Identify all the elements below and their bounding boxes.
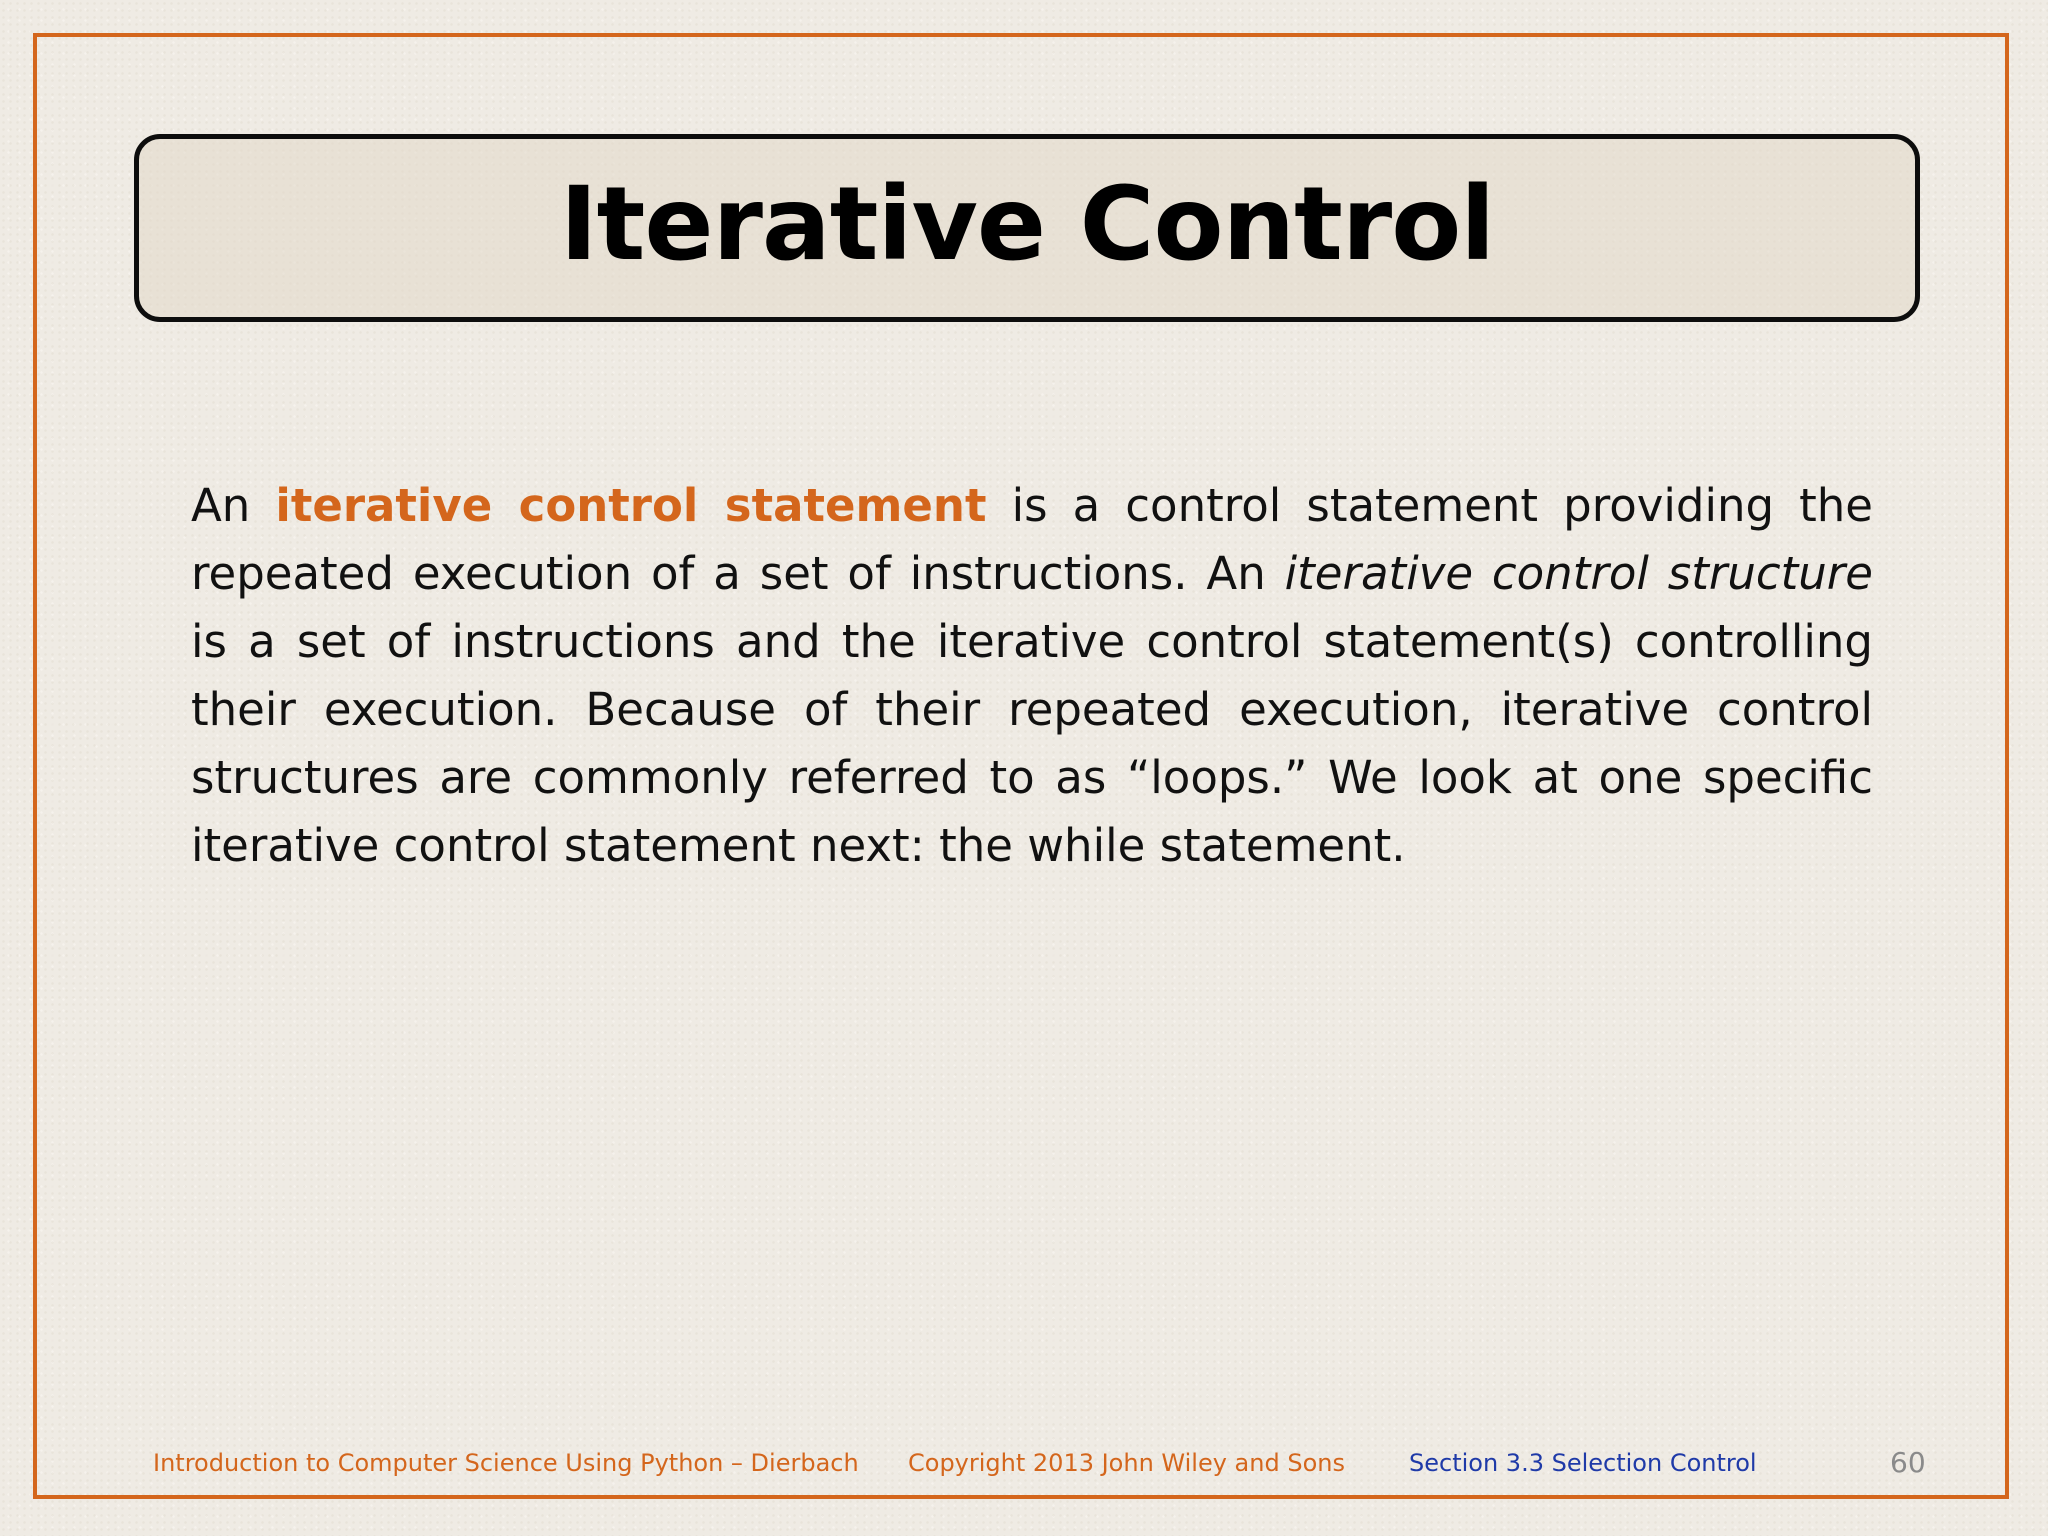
body-paragraph [191,472,1873,880]
body-intro: An [191,479,276,532]
emphasized-term: iterative control structure [1284,547,1873,600]
key-term: iterative control statement [275,479,987,532]
body-rest: is a set of instructions and the iterative control statement(s) controlling their execution. Because of their repeated execution, iterative control structures are commonly referred to as “loops.” We look at one specific iterative control statement next: the while statement. [191,615,1873,872]
footer-copyright: Copyright 2013 John Wiley and Sons [908,1449,1345,1477]
page-number: 60 [1890,1446,1926,1479]
footer-section: Section 3.3 Selection Control [1409,1449,1757,1477]
title-box [134,134,1920,322]
footer-book-title: Introduction to Computer Science Using Python – Dierbach [153,1449,859,1477]
body-after-term: is a control statement providing the repeated execution of a set of instructions. An [191,479,1873,600]
slide-title: Iterative Control [559,165,1495,284]
